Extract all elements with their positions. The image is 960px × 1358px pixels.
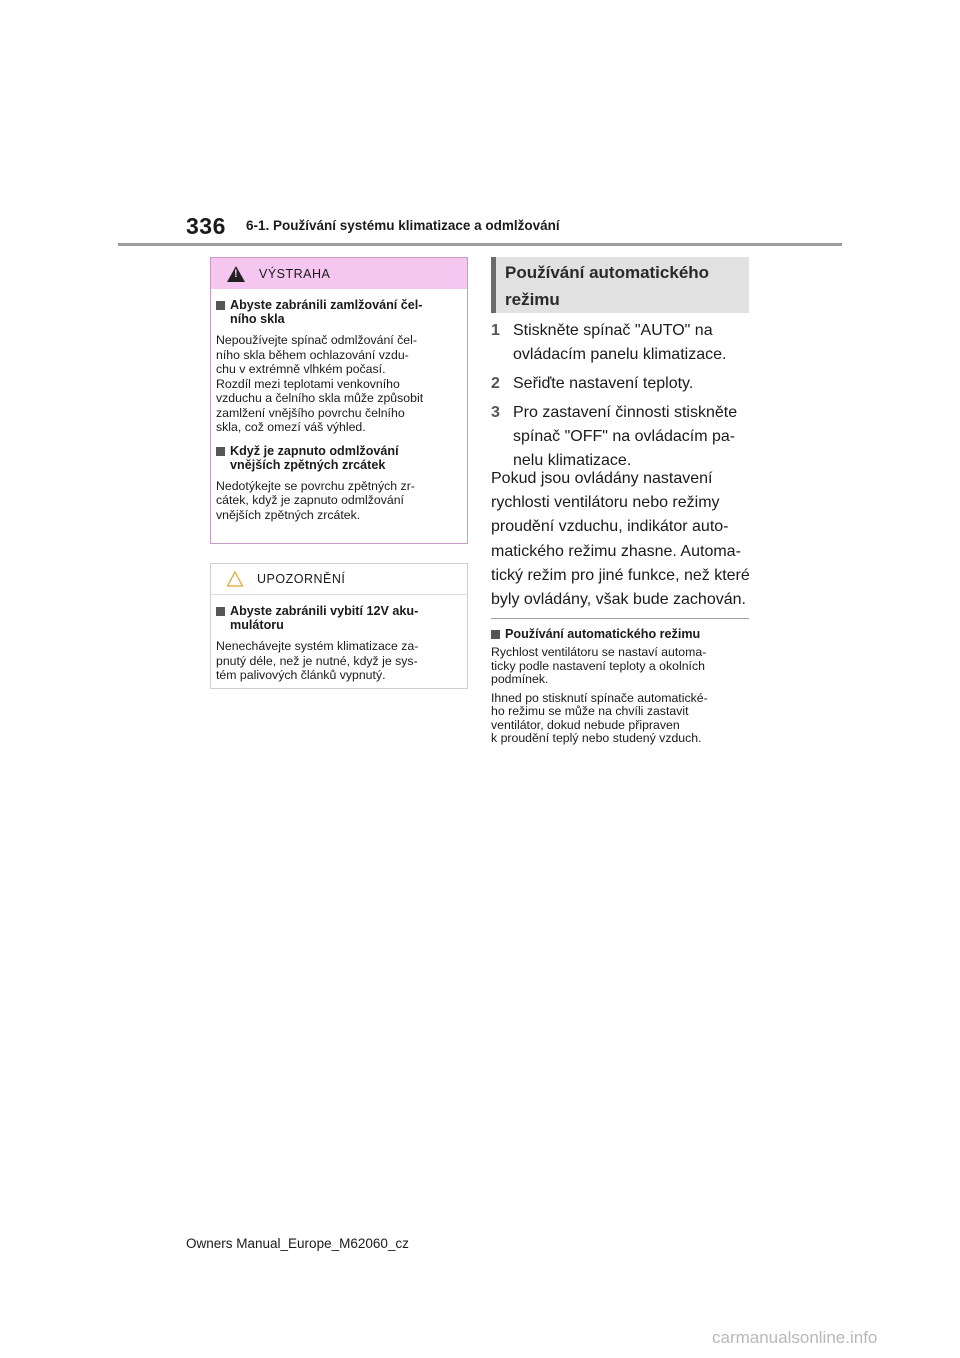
auto-mode-note [491,624,749,750]
text-line: skla, což omezí váš výhled. [216,420,366,434]
heading-line: režimu [505,290,560,309]
step-line: Stiskněte spínač "AUTO" na [513,322,713,339]
note-line: k proudění teplý nebo studený vzduch. [491,731,702,745]
warning-header [211,258,467,289]
caution-box [210,563,468,689]
step-number: 2 [491,375,500,392]
title-line: mulátoru [230,618,284,632]
step-line: ovládacím panelu klimatizace. [513,346,727,363]
note-title [491,627,749,641]
footer-text: Owners Manual_Europe_M62060_cz [186,1236,409,1251]
caution-item-text [216,639,462,683]
square-bullet-icon [216,447,225,456]
square-bullet-icon [491,630,500,639]
warning-box [210,257,468,544]
warning-item-title [216,298,462,326]
caution-header [211,564,467,595]
text-line: vzduchu a čelního skla může způsobit [216,391,424,405]
text-line: pnutý déle, než je nutné, když je sys- [216,653,418,668]
note-line: ticky podle nastavení teploty a okolních [491,658,705,673]
paragraph-line: byly ovládány, však bude zachován. [491,591,746,609]
text-line: ního skla během ochlazování vzdu- [216,347,409,362]
title-line: Abyste zabránili zamlžování čel- [230,298,423,312]
title-line: vnějších zpětných zrcátek [230,457,386,472]
auto-mode-paragraph [491,467,749,612]
page-number: 336 [186,213,226,239]
text-line: Rozdíl mezi teplotami venkovního [216,376,400,391]
step-line: spínač "OFF" na ovládacím pa- [513,428,736,445]
step-number: 3 [491,404,500,421]
caution-label: UPOZORNĚNÍ [257,572,346,586]
warning-item-text [216,479,462,523]
square-bullet-icon [216,301,225,310]
note-text [491,646,749,687]
paragraph-line: tický režim pro jiné funkce, než které [491,566,750,584]
warning-item-text [216,333,462,435]
text-line: vnějších zpětných zrcátek. [216,507,361,522]
text-line: tém palivových článků vypnutý. [216,668,386,682]
paragraph-line: Pokud jsou ovládány nastavení [491,470,713,487]
square-bullet-icon [216,607,225,616]
text-line: zamlžení vnějšího povrchu čelního [216,405,405,420]
title-line: Když je zapnuto odmlžování [230,443,399,458]
note-title-text: Používání automatického režimu [505,627,701,641]
title-line: ního skla [230,312,285,326]
header-divider [118,243,842,246]
note-line: Ihned po stisknutí spínače automatické- [491,690,708,705]
note-divider [491,618,749,619]
warning-label: VÝSTRAHA [259,266,331,281]
note-line: ho režimu se může na chvíli zastavit [491,704,689,718]
text-line: Nenechávejte systém klimatizace za- [216,639,419,653]
caution-item-title [216,604,462,632]
note-line: Rychlost ventilátoru se nastaví automa- [491,645,707,659]
watermark: carmanualsonline.info [712,1328,878,1347]
paragraph-line: rychlosti ventilátoru nebo režimy [491,494,720,512]
title-line: Abyste zabránili vybití 12V aku- [230,604,419,618]
step-number: 1 [491,322,500,339]
warning-item-title [216,444,462,472]
steps-list [491,319,749,478]
section-title: 6-1. Používání systému klimatizace a odmlžování [246,218,560,233]
step-line: Seřiďte nastavení teploty. [513,375,694,392]
text-line: Nedotýkejte se povrchu zpětných zr- [216,478,415,493]
warning-triangle-icon [227,266,245,282]
paragraph-line: proudění vzduchu, indikátor auto- [491,518,729,536]
note-line: podmínek. [491,672,549,686]
text-line: cátek, když je zapnuto odmlžování [216,493,404,507]
step-item [491,401,749,473]
auto-mode-heading [491,257,749,313]
step-item [491,372,749,396]
step-line: nelu klimatizace. [513,452,632,469]
paragraph-line: matického režimu zhasne. Automa- [491,542,741,560]
heading-line: Používání automatického [505,263,710,282]
text-line: chu v extrémně vlhkém počasí. [216,362,386,376]
step-line: Pro zastavení činnosti stiskněte [513,404,738,421]
note-line: ventilátor, dokud nebude připraven [491,717,680,732]
step-item [491,319,749,367]
note-text [491,692,749,746]
text-line: Nepoužívejte spínač odmlžování čel- [216,333,417,347]
caution-triangle-icon [227,571,243,587]
